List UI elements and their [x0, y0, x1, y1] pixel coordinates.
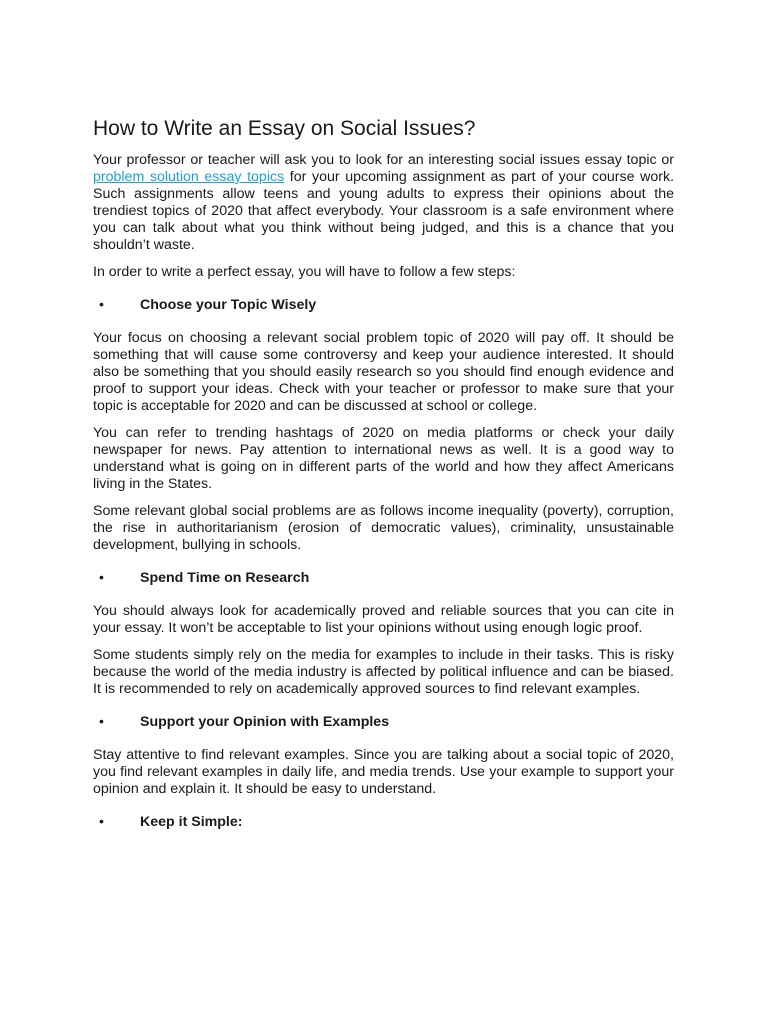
paragraph: Some relevant global social problems are as follows income inequality (poverty), corruption, the rise in authoritarianism (erosion of democratic values), criminality, unsustainable development, bullying in schools.: [93, 503, 674, 553]
intro-paragraph: [93, 152, 674, 254]
section-heading-simple: [93, 814, 674, 831]
problem-solution-link[interactable]: problem solution essay topics: [93, 169, 285, 185]
paragraph: Your focus on choosing a relevant social problem topic of 2020 will pay off. It should be something that will cause some controversy and keep your audience interested. It should also be something that you should easily research so you should find enough evidence and proof to support your ideas. Check with your teacher or professor to make sure that your topic is acceptable for 2020 and can be discussed at school or college.: [93, 330, 674, 414]
document-page: [93, 116, 674, 847]
steps-intro: In order to write a perfect essay, you will have to follow a few steps:: [93, 264, 516, 280]
bullet-icon: •: [99, 814, 104, 830]
intro-text-before: Your professor or teacher will ask you to look for an interesting social issues essay topic or: [93, 152, 674, 168]
paragraph: Some students simply rely on the media for examples to include in their tasks. This is risky because the world of the media industry is affected by political influence and can be biased. It is recommended to rely on academically approved sources to find relevant examples.: [93, 647, 674, 697]
section-heading-text: Choose your Topic Wisely: [140, 297, 317, 313]
section-heading-examples: [93, 714, 674, 731]
paragraph: Stay attentive to find relevant examples. Since you are talking about a social topic of 2020, you find relevant examples in daily life, and media trends. Use your example to support your opinion and explain it. It should be easy to understand.: [93, 747, 674, 797]
page-title: How to Write an Essay on Social Issues?: [93, 117, 476, 140]
section-heading-text: Spend Time on Research: [140, 570, 310, 586]
section-heading-topic: [93, 297, 674, 314]
intro-text-after: for your upcoming assignment as part of your course work. Such assignments allow teens and young adults to express their opinions about the trendiest topics of 2020 that affect everybody. Your classroom is a safe environment where you can talk about what you think without being judged, and this is a chance that you shouldn’t waste.: [93, 169, 675, 253]
paragraph: You can refer to trending hashtags of 2020 on media platforms or check your daily newspaper for news. Pay attention to international news as well. It is a good way to understand what is going on in different parts of the world and how they affect Americans living in the States.: [93, 425, 674, 492]
bullet-icon: •: [99, 714, 104, 730]
bullet-icon: •: [99, 297, 104, 313]
section-heading-text: Support your Opinion with Examples: [140, 714, 390, 730]
paragraph: You should always look for academically proved and reliable sources that you can cite in your essay. It won’t be acceptable to list your opinions without using enough logic proof.: [93, 603, 674, 636]
bullet-icon: •: [99, 570, 104, 586]
section-heading-text: Keep it Simple:: [140, 814, 243, 830]
section-heading-research: [93, 570, 674, 587]
